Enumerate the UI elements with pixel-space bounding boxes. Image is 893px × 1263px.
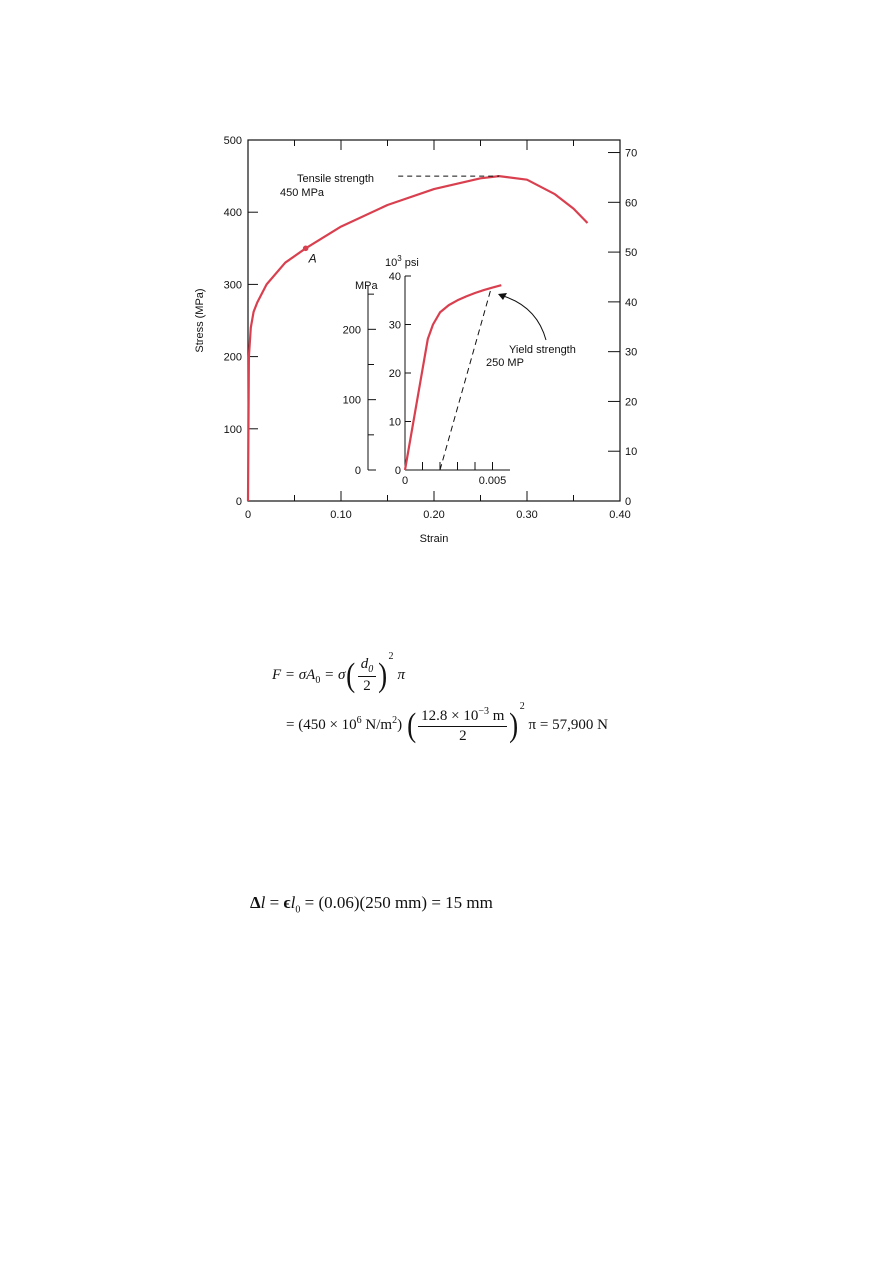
eq3-delta: Δ xyxy=(250,893,261,912)
inset-x-tick-label: 0.005 xyxy=(478,475,507,487)
eq1-pi: π xyxy=(397,666,406,683)
eq2-exp6: 6 xyxy=(356,714,362,726)
eq3-eq1: = xyxy=(265,893,284,912)
equation-force-formula: $F = \sigma A_0 = \sigma$( $\frac{d_0}{2}$ )$^2$π xyxy=(272,650,406,694)
x-tick-label: 0.30 xyxy=(516,509,538,521)
inset-psi-tick-label: 10 xyxy=(388,416,401,429)
eq3-sub0: 0 xyxy=(295,904,301,916)
point-a-marker xyxy=(303,246,309,252)
x-tick-label: 0.40 xyxy=(609,509,631,521)
x-tick-label: 0.10 xyxy=(330,509,352,521)
y-tick-label: 0 xyxy=(235,496,242,508)
y2-tick-label: 20 xyxy=(625,396,638,409)
inset-mpa-tick-label: 200 xyxy=(342,324,361,337)
y2-tick-label: 30 xyxy=(625,346,638,359)
inset-psi-tick-label: 40 xyxy=(388,271,401,283)
yield-strength-value: 250 MP xyxy=(486,357,524,369)
y-axis-label: Stress (MPa) xyxy=(194,288,206,353)
inset-psi-tick-label: 30 xyxy=(388,319,401,332)
inset-mpa-tick-label: 0 xyxy=(354,465,361,477)
y-tick-label: 100 xyxy=(223,423,242,436)
eq1-frac-num: d xyxy=(360,656,369,672)
yield-strength-label: Yield strength xyxy=(509,344,576,356)
x-axis-label: Strain xyxy=(419,533,449,545)
eq2-frac-num-unit: m xyxy=(489,708,505,724)
y-tick-label: 500 xyxy=(223,135,242,147)
y-tick-label: 200 xyxy=(223,351,242,364)
yield-arrow xyxy=(500,295,546,340)
eq2-unit: N/m xyxy=(361,716,393,733)
eq2-result: π = 57,900 N xyxy=(528,716,608,733)
y2-tick-label: 0 xyxy=(625,496,632,508)
eq2-frac-num: 12.8 × 10 xyxy=(421,708,479,724)
eq1-frac-den: 2 xyxy=(363,678,371,694)
inset-mpa-label: MPa xyxy=(355,280,378,292)
inset-curve xyxy=(405,285,501,470)
eq2-lead: = (450 × 10 xyxy=(286,716,357,733)
inset-offset-line xyxy=(440,290,491,470)
eq1-sigma: = σ xyxy=(320,666,346,683)
inset-x-tick-label: 0 xyxy=(401,475,409,487)
y2-tick-label: 60 xyxy=(625,197,638,210)
eq2-frac-num-exp: −3 xyxy=(478,706,490,717)
y-tick-label: 400 xyxy=(223,207,242,220)
y2-tick-label: 50 xyxy=(625,247,638,260)
eq1-sub: 0 xyxy=(315,674,321,686)
stress-strain-chart xyxy=(0,0,893,600)
inset-mpa-tick-label: 100 xyxy=(342,394,361,407)
tensile-strength-label: Tensile strength xyxy=(297,173,375,185)
y2-tick-label: 10 xyxy=(625,446,638,459)
eq2-frac-den: 2 xyxy=(459,728,467,744)
eq1-lhs: F = σA xyxy=(272,666,316,683)
eq3-l: l xyxy=(260,893,266,912)
y2-tick-label: 70 xyxy=(625,147,638,160)
x-tick-label: 0 xyxy=(244,509,252,521)
x-tick-label: 0.20 xyxy=(423,509,445,521)
equation-elongation xyxy=(250,893,493,915)
eq2-power: 2 xyxy=(519,700,525,712)
stress-strain-curve xyxy=(248,176,588,501)
inset-psi-tick-label: 20 xyxy=(388,368,401,380)
eq1-frac-num-sub: 0 xyxy=(368,664,374,675)
inset-psi-label: $10^3$ psi xyxy=(385,254,419,269)
eq3-eps: ϵ xyxy=(283,893,291,912)
point-a-label: A xyxy=(308,251,317,266)
y-tick-label: 300 xyxy=(223,279,242,292)
eq3-rest: = (0.06)(250 mm) = 15 mm xyxy=(300,893,493,912)
eq3-l0: l xyxy=(290,893,296,912)
inset-psi-tick-label: 0 xyxy=(394,465,401,477)
eq1-power: 2 xyxy=(388,650,394,662)
y2-tick-label: 40 xyxy=(625,296,638,309)
eq2-exp2: 2 xyxy=(392,714,398,726)
tensile-strength-value: 450 MPa xyxy=(280,187,325,199)
equation-force-value: = ($450 \times 10^6$ $N/m^2$) ( $\frac{12.8 \times 10^{-3} m}{2}$ )$^2$ π = 57,900 N xyxy=(286,700,608,744)
eq2-close: ) xyxy=(397,716,403,733)
